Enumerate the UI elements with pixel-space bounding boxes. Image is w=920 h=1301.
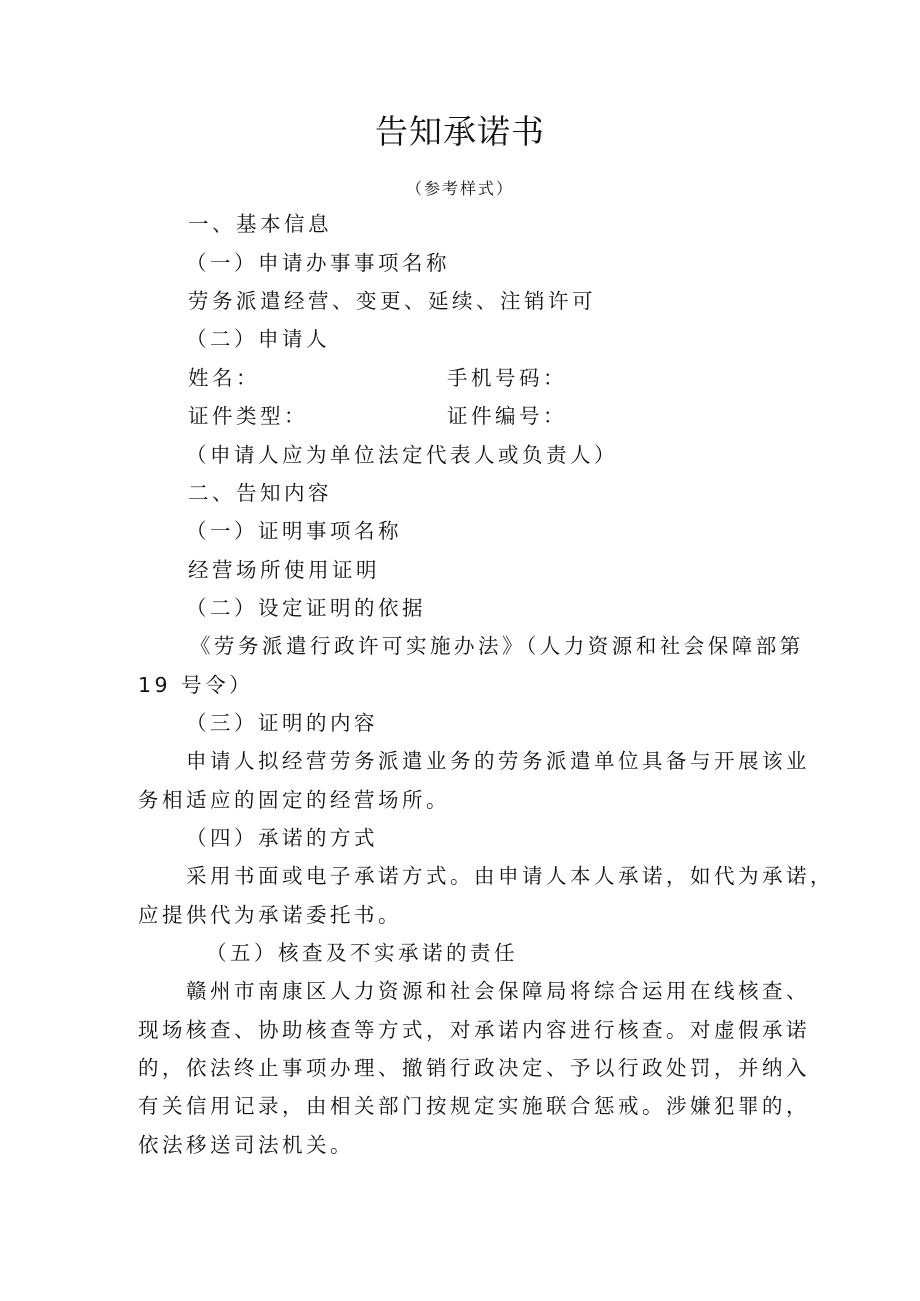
section2-sub4-heading: （四）承诺的方式	[186, 826, 378, 850]
section2-sub2-line2: 19 号令）	[138, 673, 254, 697]
section2-sub3-line2: 务相适应的固定的经营场所。	[138, 788, 450, 812]
section2-sub5-line2: 现场核查、协助核查等方式，对承诺内容进行核查。对虚假承诺	[138, 1018, 810, 1042]
section2-heading: 二、告知内容	[188, 481, 332, 505]
section2-sub2-line1: 《劳务派遣行政许可实施办法》（人力资源和社会保障部第	[190, 634, 804, 658]
section2-sub1-heading: （一）证明事项名称	[186, 519, 402, 543]
document-subtitle: （参考样式）	[405, 179, 514, 198]
section2-sub5-line5: 依法移送司法机关。	[138, 1133, 354, 1157]
document-title: 告知承诺书	[375, 112, 545, 151]
section2-sub5-heading: （五）核查及不实承诺的责任	[206, 941, 518, 965]
name-label: 姓名：	[188, 366, 260, 390]
section2-sub5-line1: 赣州市南康区人力资源和社会保障局将综合运用在线核查、	[186, 979, 810, 1003]
section2-sub5-line4: 有关信用记录，由相关部门按规定实施联合惩戒。涉嫌犯罪的，	[138, 1094, 810, 1118]
section2-sub4-line2: 应提供代为承诺委托书。	[138, 903, 402, 927]
id-type-label: 证件类型：	[188, 404, 308, 428]
section1-sub2-heading: （二）申请人	[186, 327, 330, 351]
section2-sub4-line1: 采用书面或电子承诺方式。由申请人本人承诺，如代为承诺，	[186, 864, 834, 888]
section2-sub3-heading: （三）证明的内容	[186, 711, 378, 735]
phone-label: 手机号码：	[447, 366, 567, 390]
section1-sub1-text: 劳务派遣经营、变更、延续、注销许可	[188, 289, 596, 313]
section2-sub3-line1: 申请人拟经营劳务派遣业务的劳务派遣单位具备与开展该业	[186, 749, 810, 773]
section2-sub1-text: 经营场所使用证明	[188, 558, 380, 582]
section2-sub2-heading: （二）设定证明的依据	[186, 596, 426, 620]
section1-heading: 一、基本信息	[188, 212, 332, 236]
section2-sub5-line3: 的，依法终止事项办理、撤销行政决定、予以行政处罚，并纳入	[138, 1056, 810, 1080]
id-number-label: 证件编号：	[447, 404, 567, 428]
section1-sub1-heading: （一）申请办事事项名称	[186, 251, 450, 275]
applicant-note: （申请人应为单位法定代表人或负责人）	[186, 443, 618, 467]
